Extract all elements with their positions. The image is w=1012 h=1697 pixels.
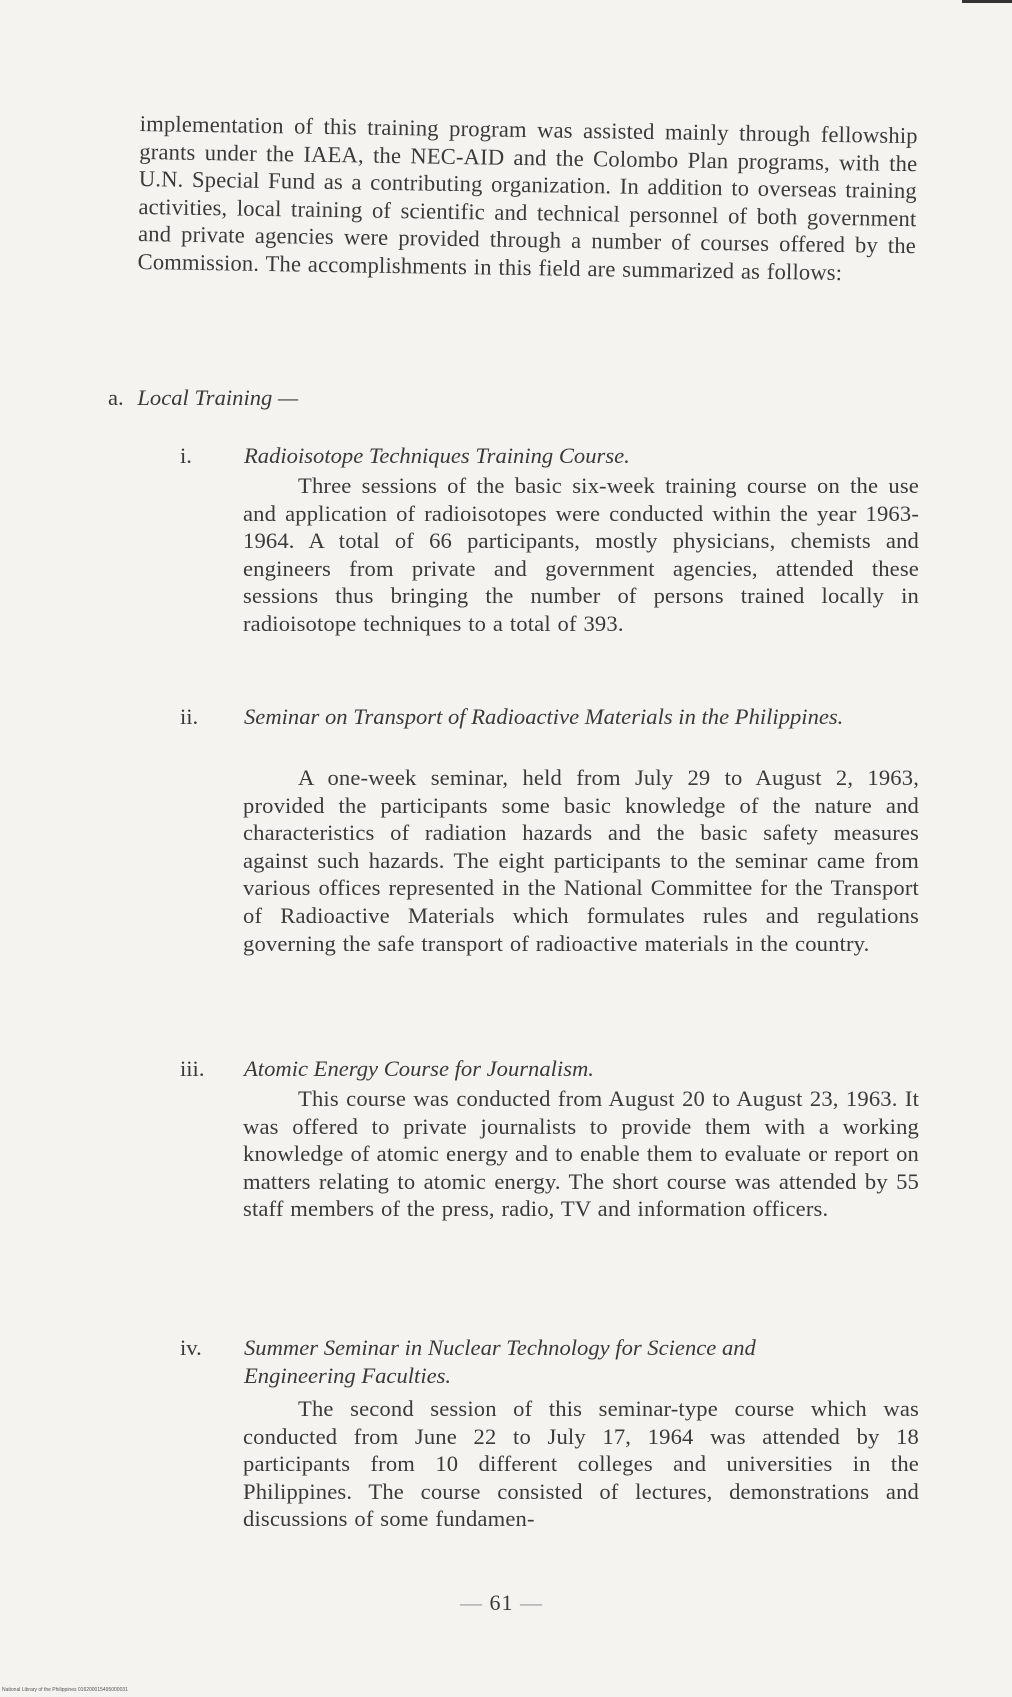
item-body-transport-seminar: A one-week seminar, held from July 29 to August 2, 1963, provided the participants some basic knowledge of the nature and characteristics of radiation hazards and the basic safety measures against such hazards. The eight participants to the seminar came from various offices represented in the National Committee for the Transport of Radioactive Materials which formulates rules and regulations governing the safe transport of radioactive materials in the country. <box>243 765 919 956</box>
section-heading-local-training <box>108 385 298 411</box>
item-title: Atomic Energy Course for Journalism. <box>244 1056 594 1081</box>
scan-footer-credit: National Library of the Philippines 016200015495000031 <box>2 1687 128 1693</box>
item-number: iii. <box>180 1056 205 1081</box>
item-body-summer-seminar: The second session of this seminar-type course which was conducted from June 22 to July 17, 1964 was attended by 18 participants from 10 different colleges and universities in the Philippines. The course consisted of lectures, demonstrations and discussions of some fundamen- <box>243 1396 919 1532</box>
intro-paragraph: implementation of this training program was assisted mainly through fellowship grants under the IAEA, the NEC-AID and the Colombo Plan programs, with the U.N. Special Fund as a contributing organization. In addition to overseas training activities, local training of scientific and technical personnel of both government and private agencies were provided through a number of courses offered by the Commission. The accomplishments in this field are summarized as follows: <box>137 110 918 286</box>
page-number-value: 61 <box>489 1590 514 1615</box>
page-number-dash-right: — <box>513 1590 543 1615</box>
page-number-dash-left: — <box>460 1590 490 1615</box>
item-body-radioisotope: Three sessions of the basic six-week training course on the use and application of radioisotopes were conducted within the year 1963-1964. A total of 66 participants, mostly physicians, chemists and engineers from private and government agencies, attended these sessions thus bringing the number of persons trained locally in radioisotope techniques to a total of 393. <box>243 473 919 636</box>
item-number: i. <box>180 443 192 468</box>
item-title: Summer Seminar in Nuclear Technology for Science and Engineering Faculties. <box>244 1335 756 1388</box>
item-number: ii. <box>180 704 199 729</box>
item-title: Radioisotope Techniques Training Course. <box>244 443 630 468</box>
item-title: Seminar on Transport of Radioactive Materials in the Philippines. <box>244 704 844 729</box>
item-number: iv. <box>180 1335 202 1360</box>
page-number <box>460 1590 543 1616</box>
section-title: Local Training — <box>137 385 299 410</box>
section-letter: a. <box>108 385 124 410</box>
item-body-journalism-course: This course was conducted from August 20 to August 23, 1963. It was offered to private journalists to provide them with a working knowledge of atomic energy and to enable them to evaluate or report on matters relating to atomic energy. The short course was attended by 55 staff members of the press, radio, TV and information officers. <box>243 1086 919 1222</box>
